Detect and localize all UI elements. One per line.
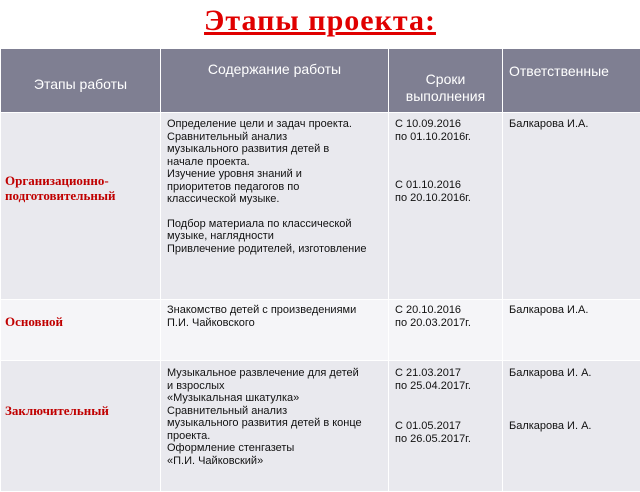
dates-cell: С 21.03.2017 по 25.04.2017г. С 01.05.2017 по 26.05.2017г. — [389, 361, 503, 492]
stage-name: Организационно- — [1, 113, 160, 188]
dates-cell: С 20.10.2016 по 20.03.2017г. — [389, 300, 503, 361]
header-stage: Этапы работы — [1, 49, 161, 113]
content-cell: Определение цели и задач проекта. Сравнительный анализ музыкального развития детей в начале проекта. Изучение уровня знаний и приоритетов педагогов по классической музыке. Подбор материала по классической музыке, наглядности Привлечение родителей, изготовление — [161, 113, 389, 300]
table-row — [1, 113, 640, 300]
content-cell: Знакомство детей с произведениями П.И. Чайковского — [161, 300, 389, 361]
content-cell: Музыкальное развлечение для детей и взрослых «Музыкальная шкатулка» Сравнительный анализ музыкального развития детей в конце проекта. Оформление стенгазеты «П.И. Чайковский» — [161, 361, 389, 492]
table-row — [1, 361, 640, 492]
stage-name: Основной — [1, 300, 160, 329]
stage-cell — [1, 361, 161, 492]
header-responsible: Ответственные — [503, 49, 640, 113]
responsible-cell: Балкарова И. А. Балкарова И. А. — [503, 361, 640, 492]
stage-cell — [1, 113, 161, 300]
responsible-cell: Балкарова И.А. — [503, 300, 640, 361]
stage-cell — [1, 300, 161, 361]
stage-name: Заключительный — [1, 361, 160, 418]
table-header-row — [1, 49, 640, 113]
stage-name-cont: подготовительный — [1, 188, 160, 203]
project-stages-table — [0, 48, 640, 492]
header-content: Содержание работы — [161, 49, 389, 113]
dates-cell: С 10.09.2016 по 01.10.2016г. С 01.10.2016 по 20.10.2016г. — [389, 113, 503, 300]
slide-title: Этапы проекта: — [0, 2, 640, 40]
header-dates: Сроки выполнения — [389, 49, 503, 113]
responsible-cell: Балкарова И.А. — [503, 113, 640, 300]
table-row — [1, 300, 640, 361]
